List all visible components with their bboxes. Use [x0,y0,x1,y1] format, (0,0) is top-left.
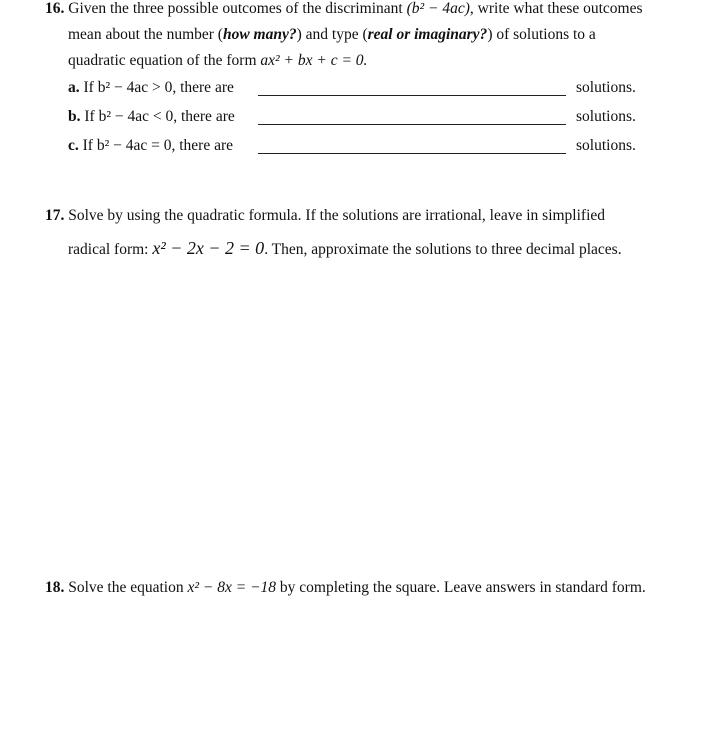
q16-line3-pre: quadratic equation of the form [68,52,257,69]
q18-pre: Solve the equation [68,579,184,596]
q16-part-a-text: If b² − 4ac > 0, there are [83,79,234,96]
q17-line2-pre: radical form: [68,241,149,258]
q17-line2-post: . Then, approximate the solutions to three decimal places. [264,241,622,258]
q18-post: by completing the square. Leave answers in standard form. [279,579,646,596]
q16-number: 16. [45,0,65,17]
q16-line1-post: , write what these outcomes [469,0,643,17]
q18-work-space[interactable] [45,605,695,735]
q16-line2-mid: ) and type ( [296,26,368,43]
q17-number: 17. [45,207,65,224]
q16-part-b [68,108,235,126]
q16-part-a-label: a. [68,79,80,96]
q16-part-b-answer-blank[interactable] [258,124,566,125]
q16-part-b-text: If b² − 4ac < 0, there are [84,108,235,125]
q16-part-a-suffix: solutions. [576,79,636,96]
q16-part-b-label: b. [68,108,81,125]
q16-part-c-text: If b² − 4ac = 0, there are [82,137,234,154]
q18-line [45,579,646,597]
q17-line1-text: Solve by using the quadratic formula. If the solutions are irrational, leave in simplified [68,207,606,224]
q16-part-c-label: c. [68,137,79,154]
q16-line1 [45,0,643,18]
q17-line2 [68,238,622,259]
q18-number: 18. [45,579,65,596]
q16-disc-expr: (b² − 4ac) [406,0,470,17]
q16-real-or-imaginary: real or imaginary? [367,26,488,43]
q16-part-c-answer-blank[interactable] [258,153,566,154]
q17-work-space[interactable] [45,270,695,560]
q17-line1 [45,207,605,225]
q16-how-many: how many? [222,26,297,43]
q16-line3 [68,52,367,70]
q16-part-a-answer-blank[interactable] [258,95,566,96]
q16-line2-pre: mean about the number ( [68,26,223,43]
q18-equation: x² − 8x = −18 [187,579,277,596]
q16-part-a [68,79,234,97]
q16-line1-pre: Given the three possible outcomes of the discriminant [68,0,403,17]
q17-equation: x² − 2x − 2 = 0 [152,238,265,258]
q16-part-b-suffix: solutions. [576,108,636,125]
q16-line2 [68,26,596,44]
q16-part-c [68,137,233,155]
q16-part-c-suffix: solutions. [576,137,636,154]
q16-line2-post: ) of solutions to a [487,26,596,43]
q16-form-expr: ax² + bx + c = 0. [260,52,368,69]
